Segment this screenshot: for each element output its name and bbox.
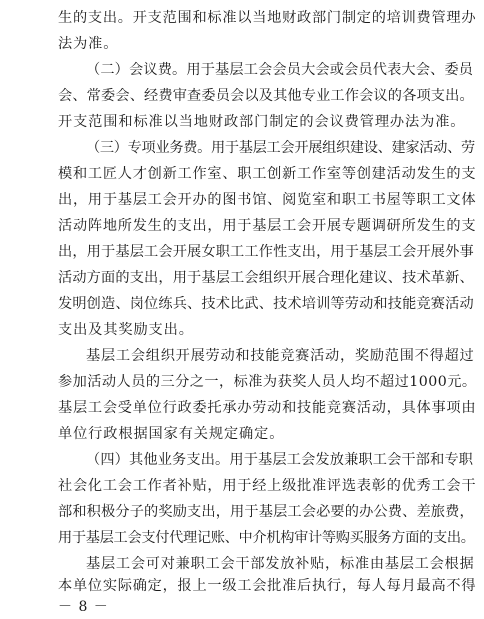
text-line-8: 出，用于基层工会开办的图书馆、阅览室和职工书屋等职工文体 [58,192,477,208]
text-line-15: 参加活动人员的三分之一，标准为获奖人员人均不超过1000元。 [58,374,477,390]
text-line-3: （二）会议费。用于基层工会会员大会或会员代表大会、委员 [86,62,474,78]
text-line-18: （四）其他业务支出。用于基层工会发放兼职工会干部和专职 [86,452,474,468]
text-line-11: 活动方面的支出，用于基层工会组织开展合理化建议、技术革新、 [58,270,474,286]
text-line-1: 生的支出。开支范围和标准以当地财政部门制定的培训费管理办 [58,10,477,26]
text-line-14: 基层工会组织开展劳动和技能竞赛活动，奖励范围不得超过 [86,348,475,364]
text-line-16: 基层工会受单位行政委托承办劳动和技能竞赛活动，具体事项由 [58,400,477,416]
text-line-19: 社会化工会工作者补贴，用于经上级批准评选表彰的优秀工会干 [58,478,477,494]
text-line-7: 模和工匠人才创新工作室、职工创新工作室等创建活动发生的支 [58,166,477,182]
text-line-4: 会、常委会、经费审查委员会以及其他专业工作会议的各项支出。 [58,88,474,104]
text-line-2: 法为准。 [58,36,119,52]
text-line-23: 本单位实际确定，报上一级工会批准后执行，每人每月最高不得 [58,578,477,594]
text-line-22: 基层工会可对兼职工会干部发放补贴，标准由基层工会根据 [86,556,475,572]
text-line-6: （三）专项业务费。用于基层工会开展组织建设、建家活动、劳 [86,140,475,156]
text-line-10: 出，用于基层工会开展女职工工作性支出，用于基层工会开展外事 [58,244,474,260]
text-line-12: 发明创造、岗位练兵、技术比武、技术培训等劳动和技能竞赛活动 [58,296,474,312]
text-line-5: 开支范围和标准以当地财政部门制定的会议费管理办法为准。 [58,114,466,130]
text-line-9: 活动阵地所发生的支出，用于基层工会开展专题调研所发生的支 [58,218,477,234]
page-number: － 8 － [58,599,109,615]
text-line-17: 单位行政根据国家有关规定确定。 [58,426,285,442]
text-line-13: 支出及其奖励支出。 [58,322,194,338]
text-line-21: 用于基层工会支付代理记账、中介机构审计等购买服务方面的支出。 [58,530,475,546]
text-line-20: 部和积极分子的奖励支出，用于基层工会必要的办公费、差旅费， [58,504,474,520]
